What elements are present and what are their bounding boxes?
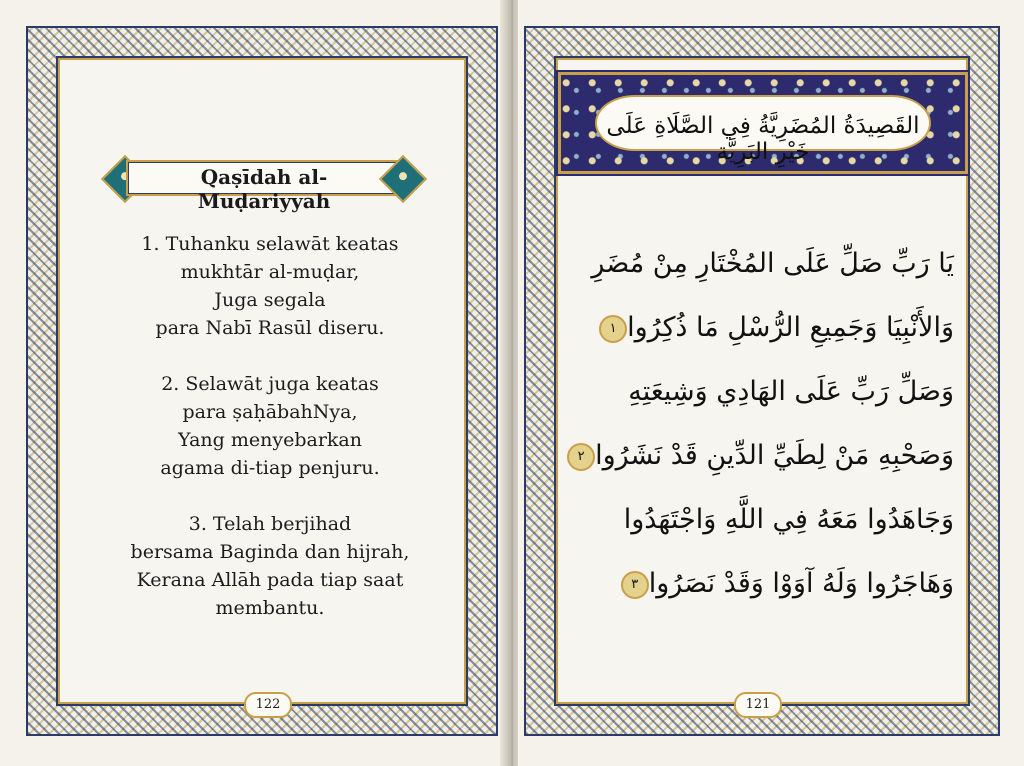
verse-line: mukhtār al-muḍar, xyxy=(180,261,360,283)
verse-line: para ṣaḥābahNya, xyxy=(182,401,358,423)
verse-line: 3. Telah berjihad xyxy=(188,513,352,535)
arabic-page-title: القَصِيدَةُ المُضَرِيَّةُ فِي الصَّلَاةِ عَلَى خَيْرِ البَرِيَّة xyxy=(606,113,920,165)
arabic-line-text: وَصَحْبِهِ مَنْ لِطَيِّ الدِّينِ قَدْ نَشَرُوا xyxy=(595,440,954,471)
stanza-3 xyxy=(60,510,480,622)
verse-line: Yang menyebarkan xyxy=(178,429,362,451)
arabic-verse-line xyxy=(558,488,954,552)
arabic-verse-line xyxy=(558,232,954,296)
arabic-verse-line xyxy=(558,552,954,616)
page-number: 121 xyxy=(734,692,782,718)
right-page xyxy=(518,0,1024,766)
arabic-line-text: وَهَاجَرُوا وَلَهُ آوَوْا وَقَدْ نَصَرُوا xyxy=(648,568,954,599)
arabic-line-text: يَا رَبِّ صَلِّ عَلَى المُخْتَارِ مِنْ مُضَرِ xyxy=(591,248,954,279)
verse-line: bersama Baginda dan hijrah, xyxy=(130,541,410,563)
page-number: 122 xyxy=(244,692,292,718)
verse-number-marker: ٣ xyxy=(621,571,649,599)
arabic-line-text: وَالأَنْبِيَا وَجَمِيعِ الرُّسْلِ مَا ذُكِرُوا xyxy=(627,312,954,343)
verse-line: Juga segala xyxy=(214,289,326,311)
verse-line: para Nabī Rasūl diseru. xyxy=(155,317,385,339)
verse-number-marker: ١ xyxy=(599,315,627,343)
arabic-verse-line xyxy=(558,296,954,360)
verse-line: 1. Tuhanku selawāt keatas xyxy=(141,233,399,255)
left-page xyxy=(0,0,506,766)
arabic-verses xyxy=(558,232,954,616)
arabic-verse-line xyxy=(558,360,954,424)
verse-line: membantu. xyxy=(215,597,325,619)
verse-line: 2. Selawāt juga keatas xyxy=(161,373,379,395)
verse-number-marker: ٢ xyxy=(567,443,595,471)
translation-verses xyxy=(60,230,480,650)
verse-line: agama di-tiap penjuru. xyxy=(160,457,380,479)
arabic-line-text: وَصَلِّ رَبِّ عَلَى الهَادِي وَشِيعَتِهِ xyxy=(628,376,954,407)
page-title: Qaṣīdah al-Muḍariyyah xyxy=(197,165,331,213)
stanza-1 xyxy=(60,230,480,342)
arabic-title-banner xyxy=(558,72,968,174)
arabic-line-text: وَجَاهَدُوا مَعَهُ فِي اللَّهِ وَاجْتَهَدُوا xyxy=(623,504,954,535)
title-cartouche xyxy=(595,95,931,165)
verse-line: Kerana Allāh pada tiap saat xyxy=(136,569,404,591)
stanza-2 xyxy=(60,370,480,482)
title-cartouche xyxy=(100,156,428,213)
arabic-verse-line xyxy=(558,424,954,488)
